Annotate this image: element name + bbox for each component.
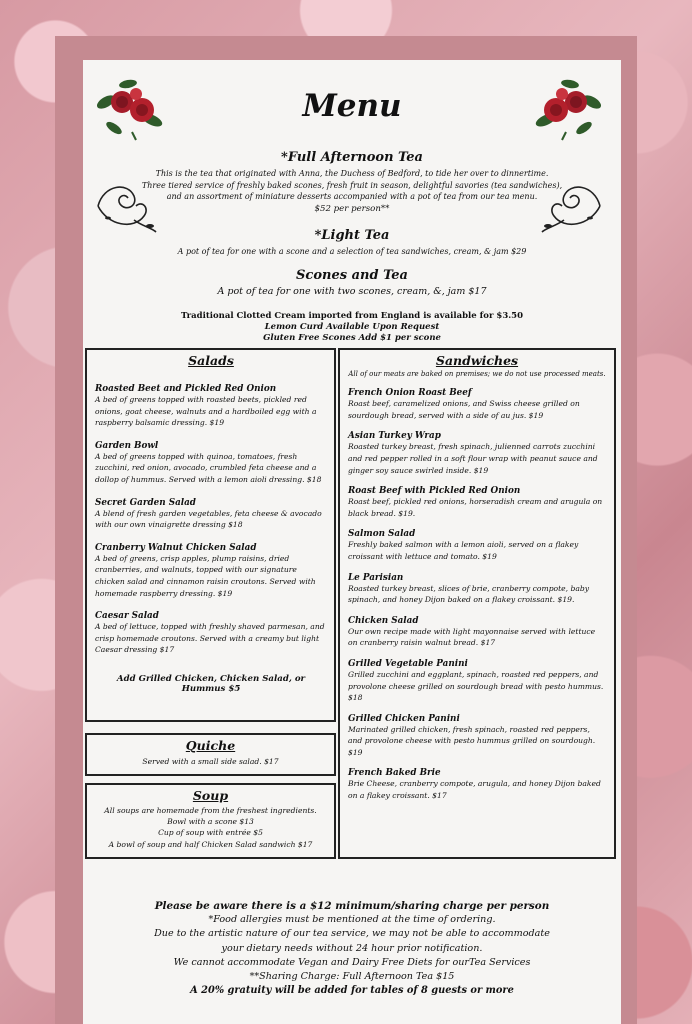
- item-name: Garden Bowl: [95, 440, 159, 451]
- list-item: [348, 768, 606, 801]
- item-name: Caesar Salad: [95, 611, 159, 622]
- item-desc: Roasted turkey breast, fresh spinach, julienned carrots zucchini and red pepper rolled in a soft flour wrap with peanut sauce and ginger soy sauce swirled inside. $19: [348, 442, 598, 475]
- salads-addon: Add Grilled Chicken, Chicken Salad, or Hummus $5: [116, 673, 306, 694]
- note-line: Please be aware there is a $12 minimum/sharing charge per person: [154, 900, 550, 912]
- list-item: [95, 384, 327, 429]
- soup-line: All soups are homemade from the freshest ingredients.: [104, 806, 317, 815]
- full-afternoon-tea-price: $52 per person**: [314, 203, 390, 214]
- list-item: [95, 498, 327, 531]
- item-name: French Onion Roast Beef: [348, 388, 472, 399]
- item-name: Chicken Salad: [348, 615, 419, 626]
- full-afternoon-tea-line: and an assortment of miniature desserts accompanied with a pot of tea from our tea menu.: [166, 192, 538, 201]
- item-name: Salmon Salad: [348, 529, 416, 540]
- extras-line: Traditional Clotted Cream imported from England is available for $3.50: [180, 311, 524, 321]
- sandwiches-heading: Sandwiches: [435, 353, 519, 368]
- salads-heading: Salads: [188, 353, 234, 368]
- item-name: French Baked Brie: [348, 768, 441, 779]
- salads-box: [85, 348, 336, 722]
- full-afternoon-tea-line: This is the tea that originated with Anna, the Duchess of Bedford, to tide her over to dinnertime.: [155, 169, 549, 178]
- item-name: Roasted Beet and Pickled Red Onion: [95, 384, 277, 394]
- list-item: [95, 441, 327, 486]
- scones-and-tea-desc: A pot of tea for one with two scones, cream, &, jam $17: [217, 286, 487, 297]
- list-item: [348, 616, 606, 649]
- soup-line: Cup of soup with entrée $5: [158, 828, 263, 838]
- item-desc: Marinated grilled chicken, fresh spinach, roasted red peppers, and provolone cheese with pesto hummus grilled on sourdough. $19: [348, 724, 596, 757]
- extras-line: Gluten Free Scones Add $1 per scone: [263, 333, 441, 343]
- item-desc: Grilled zucchini and eggplant, spinach, roasted red peppers, and provolone cheese grilled on sourdough bread with pesto hummus. $18: [348, 669, 604, 703]
- item-desc: Roasted turkey breast, slices of brie, cranberry compote, baby spinach, and honey Dijon baked on a flakey croissant. $19.: [348, 583, 590, 605]
- item-desc: A bed of greens topped with quinoa, tomatoes, fresh zucchini, red onion, avocado, crumbled feta cheese and a dollop of hummus. Served with a lemon aioli dressing. $18: [95, 451, 322, 484]
- quiche-box: [85, 733, 336, 776]
- scones-and-tea-heading: Scones and Tea: [296, 268, 408, 283]
- full-afternoon-tea-line: Three tiered service of freshly baked scones, fresh fruit in season, delightful savories (tea sandwiches),: [141, 180, 563, 190]
- scones-and-tea-section: [88, 268, 616, 297]
- note-line: We cannot accommodate Vegan and Dairy Free Diets for ourTea Services: [173, 956, 531, 968]
- item-desc: A bed of lettuce, topped with freshly shaved parmesan, and crisp homemade croutons. Served with a creamy but light Caesar dressing $17: [95, 622, 325, 655]
- soup-box: [85, 783, 336, 859]
- light-tea-section: [88, 228, 616, 258]
- item-name: Roast Beef with Pickled Red Onion: [348, 486, 521, 497]
- item-desc: A blend of fresh garden vegetables, feta cheese & avocado with our own vinaigrette dressing $18: [95, 508, 322, 530]
- list-item: [348, 714, 606, 759]
- item-name: Asian Turkey Wrap: [348, 431, 441, 442]
- note-line: A 20% gratuity will be added for tables of 8 guests or more: [190, 985, 514, 997]
- item-desc: A bed of greens topped with roasted beets, pickled red onions, goat cheese, walnuts and a hardboiled egg with a raspberry balsamic dressing. $19: [95, 395, 317, 428]
- list-item: [348, 486, 606, 519]
- full-afternoon-tea-heading: *Full Afternoon Tea: [281, 150, 423, 165]
- light-tea-heading: *Light Tea: [314, 228, 390, 243]
- sandwiches-subheading: All of our meats are baked on premises; we do not use processed meats.: [348, 370, 606, 378]
- light-tea-desc: A pot of tea for one with a scone and a selection of tea sandwiches, cream, & jam $29: [177, 247, 527, 256]
- soup-heading: Soup: [192, 788, 229, 803]
- note-line: Due to the artistic nature of our tea service, we may not be able to accommodate: [154, 928, 550, 940]
- item-desc: Roast beef, caramelized onions, and Swiss cheese grilled on sourdough bread, served with a side of au jus. $19: [348, 399, 580, 420]
- sandwiches-box: [338, 348, 616, 859]
- full-afternoon-tea-section: [88, 150, 616, 216]
- item-name: Grilled Chicken Panini: [348, 713, 460, 724]
- page-title: Menu: [302, 88, 402, 124]
- item-desc: Roast beef, pickled red onions, horseradish cream and arugula on black bread. $19.: [348, 497, 603, 518]
- list-item: [95, 543, 327, 599]
- extras-section: [88, 311, 616, 344]
- footer-notes: [88, 899, 616, 998]
- soup-line: A bowl of soup and half Chicken Salad sandwich $17: [108, 839, 313, 849]
- item-name: Cranberry Walnut Chicken Salad: [95, 542, 257, 553]
- item-name: Le Parisian: [348, 572, 404, 583]
- item-desc: Freshly baked salmon with a lemon aioli, served on a flakey croissant with lettuce and tomato. $19: [348, 540, 579, 561]
- list-item: [348, 573, 606, 606]
- item-name: Grilled Vegetable Panini: [348, 658, 468, 669]
- quiche-desc: Served with a small side salad. $17: [142, 757, 279, 766]
- list-item: [348, 529, 606, 562]
- item-desc: Brie Cheese, cranberry compote, arugula, and honey Dijon baked on a flakey croissant. $17: [348, 779, 601, 801]
- extras-line: Lemon Curd Available Upon Request: [264, 322, 440, 332]
- list-item: [348, 388, 606, 421]
- list-item: [348, 659, 606, 704]
- item-name: Secret Garden Salad: [95, 497, 196, 508]
- item-desc: Our own recipe made with light mayonnaise served with lettuce on cranberry raisin walnut bread. $17: [348, 626, 596, 648]
- list-item: [95, 611, 327, 656]
- note-line: *Food allergies must be mentioned at the time of ordering.: [208, 914, 496, 926]
- note-line: your dietary needs without 24 hour prior notification.: [221, 942, 483, 954]
- note-line: **Sharing Charge: Full Afternoon Tea $15: [249, 971, 455, 983]
- list-item: [348, 431, 606, 476]
- item-desc: A bed of greens, crisp apples, plump raisins, dried cranberries, and walnuts, topped with our signature chicken salad and cinnamon raisin croutons. Served with homemade raspberry dressing. $19: [95, 553, 316, 598]
- soup-line: Bowl with a scone $13: [167, 817, 254, 827]
- quiche-heading: Quiche: [185, 738, 236, 753]
